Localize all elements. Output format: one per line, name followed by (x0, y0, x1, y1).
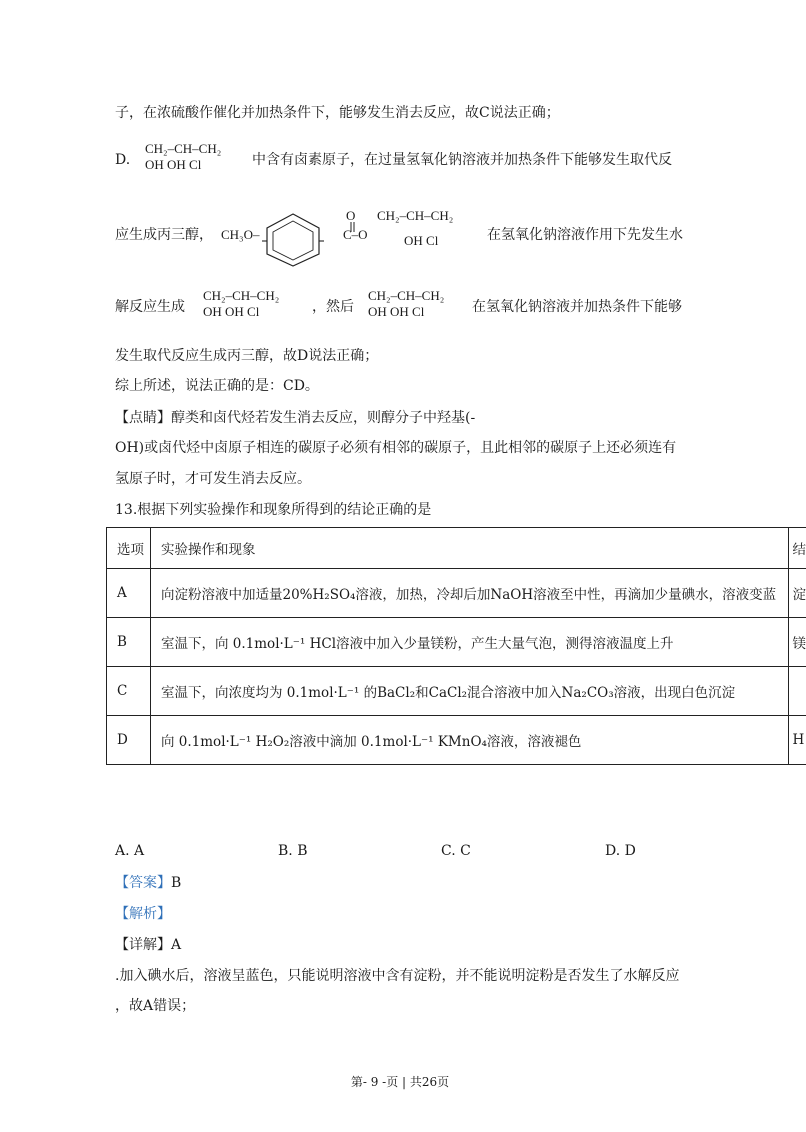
table-cell-tail (788, 667, 806, 716)
glycerol-chloride-formula (203, 288, 279, 320)
table-header: 实验操作和现象 (151, 528, 789, 569)
text-line: ，故A错误； (115, 998, 196, 1014)
text-line-prefix: D. (115, 152, 131, 168)
glycerol-chloride-formula (145, 141, 221, 173)
detail-line (115, 935, 181, 955)
formula-chain-top: CH₂–CH–CH₂ (203, 288, 280, 303)
table-cell-text: 室温下，向 0.1mol·L⁻¹ HCl溶液中加入少量镁粉，产生大量气泡，测得溶液温度上升 (151, 618, 789, 667)
table-cell-option: B (107, 618, 151, 667)
table-row (107, 716, 806, 765)
table-cell-option: C (107, 667, 151, 716)
answer-line (115, 873, 181, 893)
detail-label: 【详解】 (115, 937, 171, 953)
table-row (107, 569, 806, 618)
text-line: 氢原子时，才可发生消去反应。 (115, 471, 311, 487)
page-footer: 第- 9 -页 | 共26页 (350, 1075, 450, 1089)
ester-chain (377, 208, 453, 224)
table-header-row (107, 528, 806, 569)
text-line-mid: ，然后 (312, 299, 354, 315)
answer-value: B (171, 875, 182, 891)
option-b: B. B (278, 843, 308, 859)
answer-label: 【答案】 (115, 875, 171, 891)
formula-chain-bottom: OH OH Cl (203, 304, 260, 319)
text-line-suffix: 在氢氧化钠溶液作用下先发生水 (487, 227, 683, 243)
option-a: A. A (115, 843, 145, 859)
ester-co: C–O (343, 227, 368, 242)
option-c: C. C (441, 843, 471, 859)
text-line: .加入碘水后，溶液呈蓝色，只能说明溶液中含有淀粉，并不能说明淀粉是否发生了水解反应 (115, 968, 680, 984)
carbonyl-o: O (346, 208, 356, 223)
table-header: 结 (788, 528, 806, 569)
analysis-label: 【解析】 (115, 906, 171, 922)
note-heading: 【点睛】醇类和卤代烃若发生消去反应，则醇分子中羟基(- (115, 410, 476, 426)
text-line-suffix: 在氢氧化钠溶液并加热条件下能够 (472, 299, 682, 315)
question-13: 13.根据下列实验操作和现象所得到的结论正确的是 (115, 502, 432, 518)
option-d: D. D (605, 843, 636, 859)
table-row (107, 618, 806, 667)
text-line-suffix: 中含有卤素原子，在过量氢氧化钠溶液并加热条件下能够发生取代反 (252, 152, 672, 168)
formula-chain-bottom: OH OH Cl (368, 304, 425, 319)
text-line: 子，在浓硫酸作催化并加热条件下，能够发生消去反应，故C说法正确； (115, 105, 560, 121)
table-cell-tail: 镁 (788, 618, 806, 667)
table-cell-tail: H (788, 716, 806, 765)
table-cell-option: A (107, 569, 151, 618)
detail-value: A (171, 937, 182, 953)
table-row (107, 667, 806, 716)
table-header: 选项 (107, 528, 151, 569)
ester-chain-top: CH₂–CH–CH₂ (377, 208, 454, 223)
table-cell-option: D (107, 716, 151, 765)
benzene-ring-icon (262, 210, 324, 268)
text-line: OH)或卤代烃中卤原子相连的碳原子必须有相邻的碳原子，且此相邻的碳原子上还必须连有 (115, 440, 677, 456)
text-line: 发生取代反应生成丙三醇，故D说法正确； (115, 348, 379, 364)
table-cell-tail: 淀 (788, 569, 806, 618)
text-line: 综上所述，说法正确的是：CD。 (115, 378, 319, 394)
formula-chain-top: CH₂–CH–CH₂ (145, 141, 222, 156)
table-cell-text: 向淀粉溶液中加适量20%H₂SO₄溶液，加热，冷却后加NaOH溶液至中性，再滴加少量碘水，溶液变蓝 (151, 569, 789, 618)
text-line-prefix: 解反应生成 (115, 299, 185, 315)
ester-chain-bottom: OH Cl (404, 233, 439, 248)
text-line-prefix: 应生成丙三醇， (115, 227, 213, 243)
formula-chain-bottom: OH OH Cl (145, 157, 202, 172)
experiment-table (106, 527, 806, 765)
table-cell-text: 向 0.1mol·L⁻¹ H₂O₂溶液中滴加 0.1mol·L⁻¹ KMnO₄溶液，溶液褪色 (151, 716, 789, 765)
formula-chain-top: CH₂–CH–CH₂ (368, 288, 445, 303)
methoxy-left: CH₃O– (221, 227, 260, 242)
glycerol-chloride-formula (368, 288, 444, 320)
table-cell-text: 室温下，向浓度均为 0.1mol·L⁻¹ 的BaCl₂和CaCl₂混合溶液中加入Na₂CO₃溶液，出现白色沉淀 (151, 667, 789, 716)
